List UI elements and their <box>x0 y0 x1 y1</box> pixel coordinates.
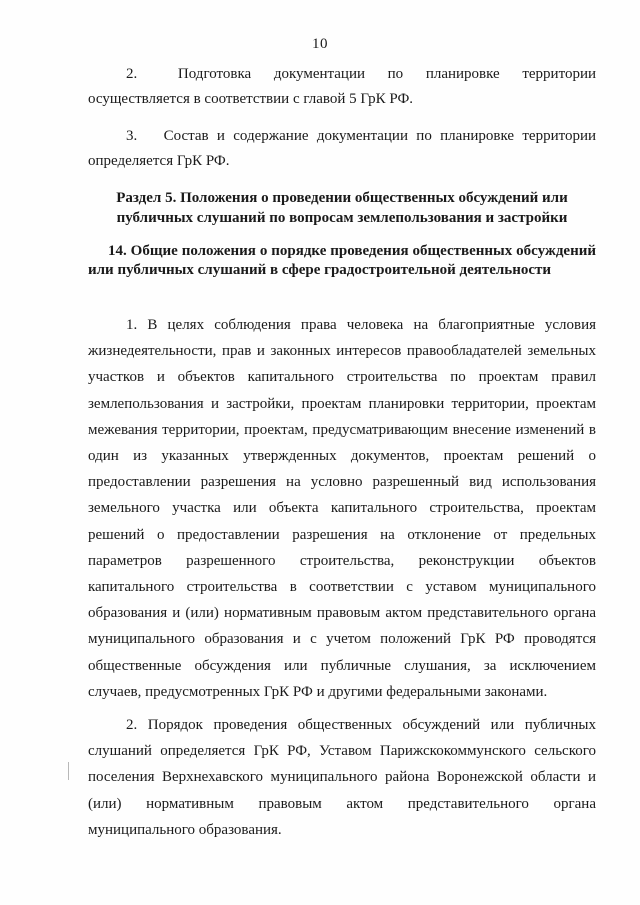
paragraph <box>88 712 596 843</box>
section-title: Раздел 5. Положения о проведении общественных обсуждений или публичных слушаний по вопросам землепользования и застройки <box>116 190 568 226</box>
paragraph-text: В целях соблюдения права человека на благоприятные условия жизнедеятельности, прав и законных интересов правообладателей земельных участков и объектов капитального строительства по проектам правил землепользования и застройки, проектам планировки территории, проектам межевания территории, проектам, предусматривающим внесение изменений в один из указанных утвержденных документов, проектам решений о предоставлении разрешения на условно разрешенный вид использования земельного участка или объекта капитального строительства, проектам решений о предоставлении разрешения на отклонение от предельных параметров разрешенного строительства, реконструкции объектов капитального строительства в соответствии с уставом муниципального образования и (или) нормативным правовым актом представительного органа муниципального образования и с учетом положений ГрК РФ проводятся общественные обсуждения или публичные слушания, за исключением случаев, предусмотренных ГрК РФ и другими федеральными законами. <box>88 317 596 700</box>
paragraph-number: 1. <box>126 317 138 333</box>
intro-items <box>88 62 596 174</box>
scan-margin-mark <box>68 762 69 780</box>
item-text: Состав и содержание документации по планировке территории определяется ГрК РФ. <box>88 128 597 169</box>
article-body <box>88 312 596 843</box>
paragraph-text: Порядок проведения общественных обсуждений или публичных слушаний определяется ГрК РФ, Уставом Парижскокоммунского сельского поселения Верхнехавского муниципального района Воронежской области и (или) нормативным правовым актом представительного органа муниципального образования. <box>88 717 596 838</box>
list-item <box>88 124 596 174</box>
list-item <box>88 62 596 112</box>
item-text: Подготовка документации по планировке территории осуществляется в соответствии с главой 5 ГрК РФ. <box>88 66 597 107</box>
page-number: 10 <box>312 36 328 52</box>
paragraph-number: 2. <box>126 717 138 734</box>
article-title: 14. Общие положения о порядке проведения общественных обсуждений или публичных слушаний в сфере градостроительной деятельности <box>88 243 596 278</box>
item-number: 3. <box>126 128 138 144</box>
item-number: 2. <box>126 66 138 82</box>
paragraph <box>88 312 596 705</box>
